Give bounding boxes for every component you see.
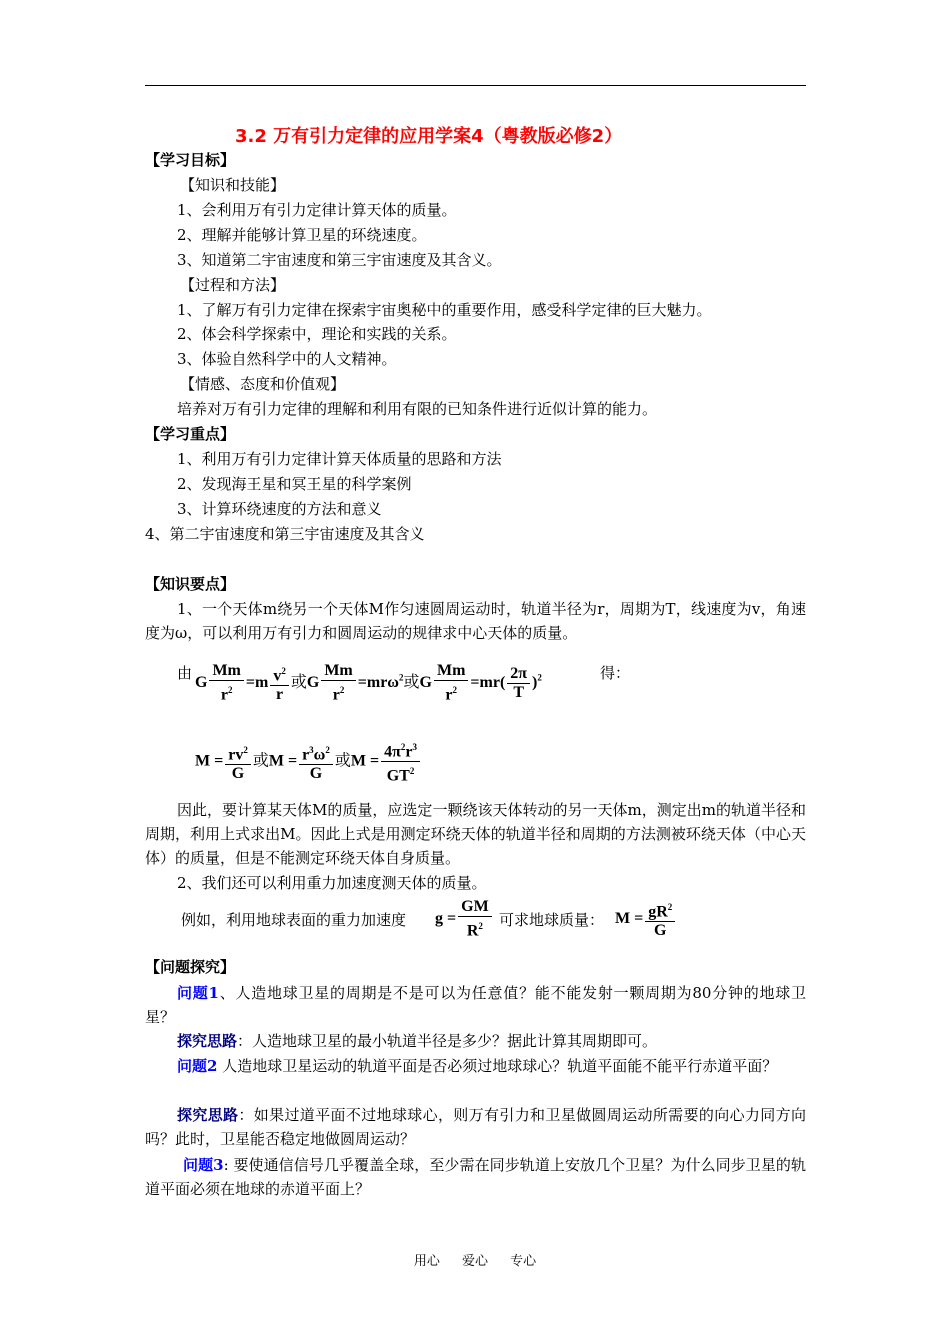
focus-item: 4、第二宇宙速度和第三宇宙速度及其含义 [145,525,425,543]
question-3-label: 问题3 [183,1156,224,1174]
points-paragraph-1: 1、一个天体m绕另一个天体M作匀速圆周运动时，轨道半径为r，周期为T，线速度为v，角速度为ω，可以利用万有引力和圆周运动的规律求中心天体的质量。 [145,600,806,642]
knowledge-item: 3、知道第二宇宙速度和第三宇宙速度及其含义。 [177,251,502,269]
process-item: 3、体验自然科学中的人文精神。 [177,350,397,368]
answer-2 [145,1103,806,1151]
eq1-prefix: 由 [177,664,193,682]
goals-heading: 【学习目标】 [145,151,236,169]
question-3-text: : 要使通信信号几乎覆盖全球，至少需在同步轨道上安放几个卫星？为什么同步卫星的轨道平面必须在地球的赤道平面上？ [145,1156,807,1198]
answer-1-label: 探究思路 [177,1032,238,1050]
question-1 [145,981,806,1029]
focus-item: 1、利用万有引力定律计算天体质量的思路和方法 [177,450,502,468]
points-paragraph-3: 2、我们还可以利用重力加速度测天体的质量。 [177,874,487,892]
question-1-text: 、人造地球卫星的周期是不是可以为任意值？能不能发射一颗周期为80分钟的地球卫星？ [145,984,807,1026]
answer-1-text: ：人造地球卫星的最小轨道半径是多少？据此计算其周期即可。 [237,1032,658,1050]
eq1-suffix: 得： [600,664,631,682]
page-footer: 用心 爱心 专心 [413,1254,537,1269]
answer-1 [145,1029,806,1053]
equation-surface-gravity: g = $\frac{GM}{R^2}$ [435,898,494,940]
emotion-heading: 【情感、态度和价值观】 [180,375,346,393]
equation-earth-mass: M = $\frac{gR^2}{G}$ [615,898,677,940]
points-example-mid: 可求地球质量： [499,911,605,929]
answer-2-label: 探究思路 [177,1106,239,1124]
question-2-label: 问题2 [177,1057,218,1075]
header-rule [145,85,806,86]
focus-heading: 【学习重点】 [145,425,236,443]
points-paragraph-2: 因此，要计算某天体M的质量，应选定一颗绕该天体转动的另一天体m，测定出m的轨道半径和周期，利用上式求出M。因此上式是用测定环绕天体的轨道半径和周期的方法测被环绕天体（中心天体）的质量，但是不能测定环绕天体自身质量。 [145,801,806,867]
knowledge-heading: 【知识和技能】 [180,176,286,194]
question-2 [145,1054,806,1078]
knowledge-item: 1、会利用万有引力定律计算天体的质量。 [177,201,457,219]
process-item: 2、体会科学探索中，理论和实践的关系。 [177,325,457,343]
process-heading: 【过程和方法】 [180,276,286,294]
equation-mass-results: M = $\frac{rv^2}{G}$ 或M = $\frac{r^3\omega^2}{G}$ 或M = $\frac{4\pi^2r^3}{GT^2}$ [195,738,422,786]
emotion-text: 培养对万有引力定律的理解和利用有限的已知条件进行近似计算的能力。 [177,400,658,418]
inquiry-heading: 【问题探究】 [145,958,236,976]
points-example-prefix: 例如，利用地球表面的重力加速度 [181,911,407,929]
question-2-text: 人造地球卫星运动的轨道平面是否必须过地球球心？轨道平面能不能平行赤道平面？ [217,1057,778,1075]
equation-gravity-centripetal: G $\frac{Mm}{r^2}$ =m $\frac{v^2}{r}$ 或G $\frac{Mm}{r^2}$ =mrω$^2$或G $\frac{Mm}{r^2}$ =mr( $\frac{2\pi}{T}$ )$^2$ [195,662,542,704]
answer-2-text: ：如果过道平面不过地球球心，则万有引力和卫星做圆周运动所需要的向心力同方向吗？此时，卫星能否稳定地做圆周运动？ [145,1106,806,1148]
process-item: 1、了解万有引力定律在探索宇宙奥秘中的重要作用，感受科学定律的巨大魅力。 [177,301,712,319]
knowledge-item: 2、理解并能够计算卫星的环绕速度。 [177,226,427,244]
page-title: 3.2 万有引力定律的应用学案4（粤教版必修2） [235,126,623,147]
focus-item: 2、发现海王星和冥王星的科学案例 [177,475,412,493]
question-3 [145,1153,806,1201]
question-1-label: 问题1 [177,984,219,1002]
focus-item: 3、计算环绕速度的方法和意义 [177,500,382,518]
points-heading: 【知识要点】 [145,575,236,593]
